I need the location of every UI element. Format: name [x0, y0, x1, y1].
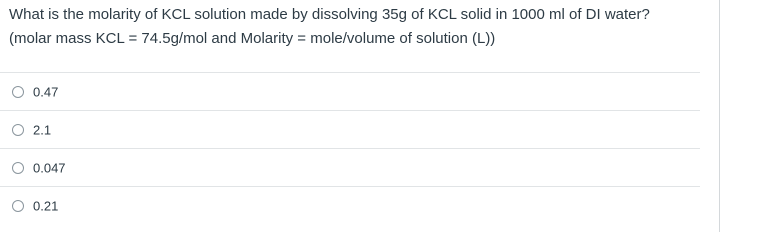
panel-divider — [719, 0, 720, 232]
answer-option-1[interactable] — [0, 72, 700, 110]
question-line-1: What is the molarity of KCL solution made by dissolving 35g of KCL solid in 1000 ml of DI water? — [9, 6, 650, 23]
question-text — [9, 3, 709, 51]
answer-label: 0.047 — [33, 160, 66, 175]
radio-button-icon[interactable] — [12, 200, 24, 212]
answer-label: 0.21 — [33, 198, 59, 213]
question-line-2: (molar mass KCL = 74.5g/mol and Molarity = mole/volume of solution (L)) — [9, 30, 496, 47]
radio-button-icon[interactable] — [12, 86, 24, 98]
answer-label: 2.1 — [33, 122, 52, 137]
radio-button-icon[interactable] — [12, 162, 24, 174]
radio-button-icon[interactable] — [12, 124, 24, 136]
answer-option-2[interactable] — [0, 110, 700, 148]
answer-option-4[interactable] — [0, 186, 700, 224]
answer-list — [0, 72, 700, 224]
answer-label: 0.47 — [33, 84, 59, 99]
answer-option-3[interactable] — [0, 148, 700, 186]
